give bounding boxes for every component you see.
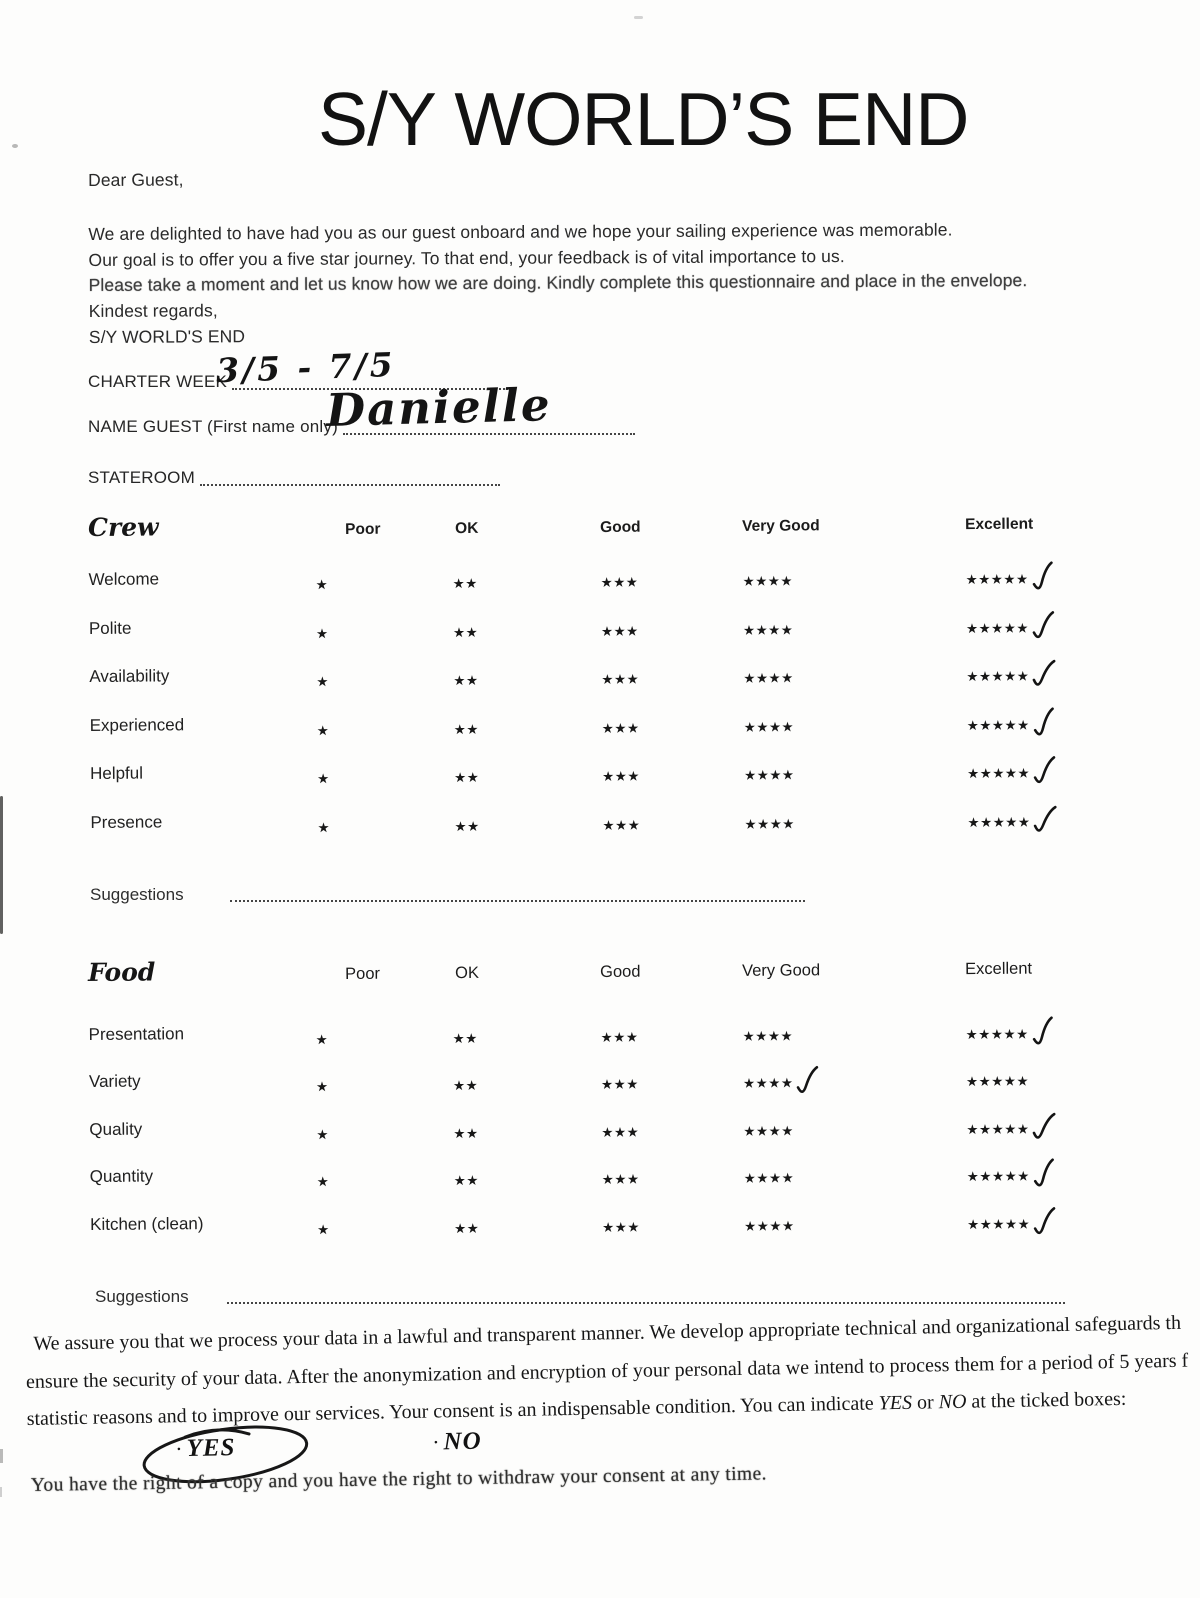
food-section-heading: Food bbox=[88, 957, 156, 987]
column-header-very-good: Very Good bbox=[742, 961, 821, 980]
consent-no-word: NO bbox=[938, 1390, 967, 1414]
star-options: ★ bbox=[316, 1126, 330, 1143]
rating-cell-good bbox=[601, 1109, 743, 1142]
star-options: ★★★ bbox=[601, 720, 640, 737]
rating-cell-excellent bbox=[966, 605, 1096, 638]
rating-cell-poor bbox=[316, 1111, 453, 1144]
rating-cell-excellent bbox=[965, 1011, 1095, 1044]
rating-cell-ok bbox=[454, 1205, 602, 1238]
consent-line: statistic reasons and to improve our services. Your consent is an indispensable condition. You can indicate YES or NO at the ticked boxes: bbox=[26, 1387, 1127, 1430]
star-options: ★★★ bbox=[600, 623, 639, 640]
rating-cell-ok bbox=[454, 706, 602, 739]
handwritten-check-icon bbox=[795, 1066, 819, 1098]
star-options: ★ bbox=[315, 1031, 329, 1048]
star-options: ★★★ bbox=[601, 671, 640, 689]
rating-cell-very-good bbox=[743, 606, 966, 640]
rating-cell-good bbox=[602, 705, 744, 738]
rating-cell-very-good bbox=[744, 800, 967, 834]
star-options: ★★★★★ bbox=[967, 1216, 1031, 1233]
page-title: S/Y WORLD’S END bbox=[318, 77, 969, 161]
scan-artifact bbox=[634, 16, 643, 19]
rating-cell-excellent bbox=[967, 1153, 1097, 1186]
star-options: ★★★ bbox=[600, 574, 639, 592]
scan-artifact bbox=[12, 144, 18, 148]
handwritten-check-icon bbox=[1031, 804, 1057, 837]
star-options: ★★★ bbox=[601, 1124, 640, 1141]
rating-cell-ok bbox=[453, 657, 601, 690]
star-options: ★★★★★ bbox=[967, 765, 1031, 783]
column-header-poor: Poor bbox=[345, 520, 381, 538]
letter-line: Kindest regards, bbox=[88, 300, 218, 322]
star-options: ★★★★ bbox=[742, 573, 794, 591]
star-options: ★★★★ bbox=[742, 1075, 794, 1093]
food-rating-table bbox=[88, 950, 1170, 1249]
rating-row-label: Quality bbox=[89, 1119, 143, 1139]
consent-yes-option bbox=[175, 1434, 236, 1463]
star-options: ★ bbox=[315, 1079, 329, 1096]
handwritten-check-icon bbox=[1029, 1015, 1055, 1049]
star-options: ★ bbox=[316, 1174, 330, 1191]
welcome-letter bbox=[88, 163, 1028, 351]
star-options: ★★★★★ bbox=[966, 717, 1030, 734]
guest-name-handwritten-value: Danielle bbox=[325, 378, 553, 437]
rating-cell-poor bbox=[316, 1063, 453, 1096]
rating-cell-excellent bbox=[967, 702, 1097, 735]
consent-yes-word: YES bbox=[878, 1391, 913, 1415]
star-options: ★★ bbox=[453, 1173, 480, 1190]
yes-tick-dot: · bbox=[175, 1436, 183, 1462]
rating-cell-excellent bbox=[966, 1058, 1096, 1091]
stateroom-field bbox=[88, 468, 500, 488]
handwritten-check-icon bbox=[1031, 1158, 1057, 1192]
rating-cell-very-good bbox=[742, 1012, 965, 1046]
handwritten-check-icon bbox=[1031, 610, 1055, 642]
rating-cell-very-good bbox=[743, 654, 966, 688]
star-options: ★★ bbox=[452, 1030, 478, 1047]
letter-line: Our goal is to offer you a five star journey. To that end, your feedback is of vital importance to us. bbox=[88, 245, 845, 270]
star-options: ★★★★ bbox=[743, 670, 794, 688]
stateroom-line bbox=[200, 480, 500, 486]
rating-cell-excellent bbox=[966, 653, 1096, 686]
rating-cell-ok bbox=[453, 1062, 601, 1095]
rating-cell-ok bbox=[454, 803, 602, 836]
rating-row-label: Quantity bbox=[89, 1166, 154, 1187]
rating-cell-good bbox=[602, 1156, 744, 1189]
star-options: ★ bbox=[315, 577, 329, 594]
crew-section-heading: Crew bbox=[88, 512, 159, 542]
rating-row bbox=[88, 1003, 1168, 1059]
rating-cell-poor bbox=[317, 1206, 454, 1239]
rating-row bbox=[90, 790, 1170, 847]
star-options: ★★ bbox=[453, 721, 479, 738]
consent-line: ensure the security of your data. After the anonymization and encryption of your personal data we intend to process them for a period of 5 years f bbox=[25, 1349, 1189, 1393]
column-header-ok: OK bbox=[455, 963, 480, 983]
star-options: ★★ bbox=[452, 1078, 479, 1095]
rating-cell-very-good bbox=[744, 703, 967, 737]
star-options: ★★★★★ bbox=[967, 814, 1031, 831]
star-options: ★★ bbox=[453, 673, 479, 690]
rating-row bbox=[90, 1145, 1170, 1201]
rating-cell-very-good bbox=[743, 1059, 966, 1093]
rating-cell-good bbox=[602, 802, 744, 835]
letter-salutation: Dear Guest, bbox=[88, 169, 184, 190]
food-table-header bbox=[88, 950, 1168, 987]
star-options: ★★★★ bbox=[743, 719, 795, 736]
star-options: ★★ bbox=[454, 818, 480, 835]
star-options: ★★★★ bbox=[744, 816, 795, 833]
handwritten-check-icon bbox=[1030, 706, 1056, 740]
star-options: ★★★ bbox=[601, 1171, 640, 1189]
rating-cell-poor bbox=[317, 707, 454, 740]
rating-cell-excellent bbox=[967, 799, 1097, 832]
rating-cell-ok bbox=[454, 1157, 602, 1190]
rating-cell-excellent bbox=[967, 750, 1097, 783]
rating-row-label: Variety bbox=[88, 1071, 141, 1092]
rating-cell-poor bbox=[316, 610, 453, 643]
column-header-very-good: Very Good bbox=[742, 517, 820, 535]
star-options: ★★★★★ bbox=[966, 1121, 1030, 1138]
letter-signature: S/Y WORLD'S END bbox=[88, 326, 246, 347]
crew-rows bbox=[88, 548, 1170, 847]
star-options: ★★★★ bbox=[742, 622, 794, 639]
star-options: ★★★★★ bbox=[965, 620, 1030, 637]
rating-cell-excellent bbox=[966, 1106, 1096, 1139]
handwritten-check-icon bbox=[1030, 1111, 1056, 1144]
handwritten-check-icon bbox=[1029, 561, 1055, 595]
crew-suggestions-label: Suggestions bbox=[90, 885, 184, 904]
rating-row-label: Presentation bbox=[88, 1023, 185, 1044]
consent-no-option bbox=[432, 1428, 482, 1457]
star-options: ★★★★★ bbox=[966, 668, 1030, 686]
rating-cell-good bbox=[600, 559, 742, 592]
letter-line: Please take a moment and let us know how we are doing. Kindly complete this questionnaire and place in the envelope. bbox=[88, 270, 1028, 296]
handwritten-check-icon bbox=[1032, 1206, 1056, 1238]
column-header-poor: Poor bbox=[345, 964, 381, 983]
rating-cell-good bbox=[600, 1014, 742, 1047]
rating-row-label: Helpful bbox=[89, 763, 144, 784]
charter-week-label: CHARTER WEEK bbox=[88, 372, 228, 391]
rating-row-label: Availability bbox=[89, 666, 170, 687]
crew-suggestions-field bbox=[90, 885, 805, 905]
consent-footer-note: You have the right of a copy and you have the right to withdraw your consent at any time. bbox=[30, 1463, 767, 1496]
rating-cell-very-good bbox=[742, 557, 965, 591]
charter-week-handwritten-value: 3/5 - 7/5 bbox=[215, 344, 397, 391]
column-header-excellent: Excellent bbox=[965, 959, 1033, 979]
rating-row-label: Presence bbox=[90, 812, 163, 832]
rating-row bbox=[90, 1193, 1170, 1249]
star-options: ★★★★★ bbox=[965, 1026, 1029, 1043]
star-options: ★★★ bbox=[602, 817, 641, 834]
yes-label: YES bbox=[186, 1434, 236, 1463]
rating-cell-poor bbox=[317, 755, 454, 788]
star-options: ★★★★ bbox=[744, 767, 795, 785]
rating-row-label: Kitchen (clean) bbox=[90, 1213, 204, 1234]
rating-row bbox=[89, 693, 1169, 750]
star-options: ★★★ bbox=[602, 768, 640, 786]
data-consent-section bbox=[25, 1300, 1200, 1496]
star-options: ★★ bbox=[454, 1220, 480, 1237]
star-options: ★★ bbox=[454, 770, 480, 787]
consent-line: We assure you that we process your data in a lawful and transparent manner. We develop appropriate technical and organizational safeguards th bbox=[33, 1311, 1182, 1355]
food-rows bbox=[88, 1003, 1170, 1249]
rating-row-label: Polite bbox=[88, 618, 132, 638]
scan-artifact bbox=[0, 796, 3, 934]
rating-cell-poor bbox=[315, 1016, 452, 1049]
rating-cell-very-good bbox=[744, 1202, 967, 1236]
crew-rating-table bbox=[88, 505, 1171, 847]
rating-cell-good bbox=[602, 1204, 744, 1237]
column-header-good: Good bbox=[600, 518, 641, 536]
rating-row bbox=[90, 742, 1170, 799]
star-options: ★ bbox=[316, 722, 330, 739]
rating-cell-ok bbox=[454, 754, 602, 787]
rating-cell-poor bbox=[316, 658, 453, 691]
rating-cell-very-good bbox=[744, 1154, 967, 1188]
rating-cell-good bbox=[601, 1061, 743, 1094]
star-options: ★★ bbox=[452, 576, 478, 593]
column-header-good: Good bbox=[600, 962, 641, 981]
star-options: ★★ bbox=[452, 624, 479, 641]
star-options: ★★★★ bbox=[742, 1028, 794, 1045]
rating-row-label: Experienced bbox=[89, 715, 185, 735]
rating-cell-excellent bbox=[965, 556, 1095, 589]
star-options: ★★★ bbox=[600, 1076, 639, 1094]
scan-artifact bbox=[0, 1487, 2, 1497]
rating-cell-excellent bbox=[967, 1201, 1097, 1234]
star-options: ★★★★ bbox=[743, 1123, 794, 1140]
scan-artifact bbox=[0, 1449, 3, 1463]
star-options: ★★★★★ bbox=[965, 1073, 1030, 1091]
star-options: ★★★ bbox=[602, 1219, 641, 1236]
rating-cell-ok bbox=[452, 1015, 600, 1048]
star-options: ★★★ bbox=[600, 1029, 639, 1046]
star-options: ★ bbox=[315, 625, 329, 642]
star-options: ★ bbox=[317, 771, 330, 788]
rating-row bbox=[88, 548, 1168, 605]
rating-cell-good bbox=[601, 656, 743, 689]
column-header-ok: OK bbox=[455, 519, 479, 538]
rating-cell-ok bbox=[453, 609, 601, 642]
star-options: ★★★★ bbox=[743, 1170, 795, 1188]
handwritten-check-icon bbox=[1030, 658, 1056, 691]
star-options: ★★★★★ bbox=[966, 1168, 1030, 1186]
rating-row bbox=[89, 1098, 1169, 1154]
star-options: ★ bbox=[317, 819, 331, 836]
rating-cell-poor bbox=[317, 804, 454, 837]
food-suggestions-field bbox=[95, 1287, 1065, 1307]
rating-cell-very-good bbox=[743, 1107, 966, 1141]
rating-cell-poor bbox=[317, 1158, 454, 1191]
stateroom-label: STATEROOM bbox=[88, 468, 195, 487]
no-label: NO bbox=[443, 1427, 482, 1456]
star-options: ★★★★ bbox=[744, 1218, 795, 1235]
crew-suggestions-line bbox=[230, 896, 805, 902]
rating-cell-ok bbox=[453, 1110, 601, 1143]
rating-row-label: Welcome bbox=[88, 569, 160, 590]
rating-cell-very-good bbox=[744, 751, 967, 785]
no-tick-dot: · bbox=[431, 1429, 440, 1455]
rating-cell-good bbox=[602, 753, 744, 786]
star-options: ★ bbox=[317, 1221, 330, 1238]
rating-cell-ok bbox=[452, 560, 600, 593]
rating-row bbox=[89, 645, 1169, 702]
letter-line: We are delighted to have had you as our guest onboard and we hope your sailing experience was memorable. bbox=[88, 219, 953, 244]
star-options: ★★ bbox=[453, 1125, 479, 1142]
rating-row bbox=[89, 596, 1169, 653]
guest-name-label: NAME GUEST (First name only) bbox=[88, 417, 338, 436]
rating-row bbox=[89, 1050, 1169, 1106]
crew-table-header bbox=[88, 505, 1168, 542]
food-suggestions-label: Suggestions bbox=[95, 1287, 189, 1306]
rating-cell-good bbox=[601, 608, 743, 641]
rating-cell-poor bbox=[315, 561, 452, 594]
star-options: ★ bbox=[316, 674, 330, 691]
handwritten-check-icon bbox=[1032, 756, 1056, 788]
food-suggestions-line bbox=[227, 1298, 1065, 1304]
column-header-excellent: Excellent bbox=[965, 515, 1034, 534]
star-options: ★★★★★ bbox=[965, 571, 1029, 589]
